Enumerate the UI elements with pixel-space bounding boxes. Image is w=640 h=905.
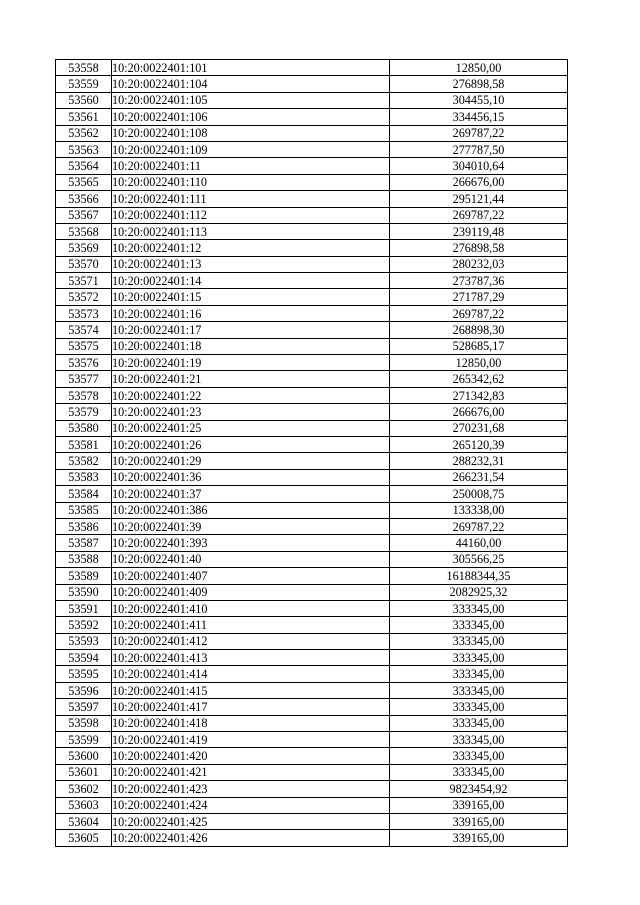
- cadastral-number-cell: 10:20:0022401:14: [112, 273, 390, 289]
- table-row: [56, 76, 568, 92]
- table-row: [56, 781, 568, 797]
- row-number-cell: 53593: [56, 633, 112, 649]
- row-number-cell: 53578: [56, 387, 112, 403]
- cadastral-value-cell: 239119,48: [390, 223, 568, 239]
- cadastral-value-cell: 12850,00: [390, 355, 568, 371]
- cadastral-value-cell: 2082925,32: [390, 584, 568, 600]
- cadastral-value-cell: 269787,22: [390, 125, 568, 141]
- row-number-cell: 53599: [56, 732, 112, 748]
- cadastral-value-cell: 295121,44: [390, 191, 568, 207]
- row-number-cell: 53575: [56, 338, 112, 354]
- cadastral-number-cell: 10:20:0022401:101: [112, 60, 390, 76]
- row-number-cell: 53600: [56, 748, 112, 764]
- cadastral-value-cell: 266231,54: [390, 469, 568, 485]
- row-number-cell: 53576: [56, 355, 112, 371]
- cadastral-value-cell: 273787,36: [390, 273, 568, 289]
- row-number-cell: 53598: [56, 715, 112, 731]
- cadastral-number-cell: 10:20:0022401:412: [112, 633, 390, 649]
- cadastral-value-cell: 339165,00: [390, 830, 568, 846]
- cadastral-value-cell: 333345,00: [390, 682, 568, 698]
- cadastral-value-cell: 266676,00: [390, 174, 568, 190]
- cadastral-value-cell: 12850,00: [390, 60, 568, 76]
- row-number-cell: 53568: [56, 223, 112, 239]
- cadastral-number-cell: 10:20:0022401:106: [112, 109, 390, 125]
- table-row: [56, 699, 568, 715]
- row-number-cell: 53562: [56, 125, 112, 141]
- cadastral-number-cell: 10:20:0022401:25: [112, 420, 390, 436]
- cadastral-value-cell: 133338,00: [390, 502, 568, 518]
- row-number-cell: 53567: [56, 207, 112, 223]
- cadastral-value-cell: 339165,00: [390, 797, 568, 813]
- row-number-cell: 53569: [56, 240, 112, 256]
- cadastral-number-cell: 10:20:0022401:108: [112, 125, 390, 141]
- cadastral-value-cell: 333345,00: [390, 764, 568, 780]
- cadastral-value-cell: 269787,22: [390, 518, 568, 534]
- cadastral-value-cell: 305566,25: [390, 551, 568, 567]
- cadastral-number-cell: 10:20:0022401:418: [112, 715, 390, 731]
- row-number-cell: 53595: [56, 666, 112, 682]
- row-number-cell: 53601: [56, 764, 112, 780]
- table-row: [56, 158, 568, 174]
- row-number-cell: 53583: [56, 469, 112, 485]
- table-row: [56, 240, 568, 256]
- cadastral-number-cell: 10:20:0022401:29: [112, 453, 390, 469]
- cadastral-value-cell: 269787,22: [390, 207, 568, 223]
- cadastral-number-cell: 10:20:0022401:105: [112, 92, 390, 108]
- cadastral-value-cell: 266676,00: [390, 404, 568, 420]
- table-row: [56, 273, 568, 289]
- table-row: [56, 191, 568, 207]
- table-row: [56, 535, 568, 551]
- cadastral-value-table: [55, 59, 568, 847]
- table-row: [56, 715, 568, 731]
- cadastral-number-cell: 10:20:0022401:113: [112, 223, 390, 239]
- row-number-cell: 53571: [56, 273, 112, 289]
- row-number-cell: 53590: [56, 584, 112, 600]
- cadastral-value-cell: 333345,00: [390, 650, 568, 666]
- table-row: [56, 633, 568, 649]
- row-number-cell: 53589: [56, 568, 112, 584]
- cadastral-number-cell: 10:20:0022401:40: [112, 551, 390, 567]
- table-row: [56, 830, 568, 846]
- table-row: [56, 338, 568, 354]
- table-row: [56, 600, 568, 616]
- row-number-cell: 53603: [56, 797, 112, 813]
- cadastral-number-cell: 10:20:0022401:413: [112, 650, 390, 666]
- row-number-cell: 53563: [56, 141, 112, 157]
- row-number-cell: 53577: [56, 371, 112, 387]
- cadastral-value-cell: 271787,29: [390, 289, 568, 305]
- cadastral-number-cell: 10:20:0022401:36: [112, 469, 390, 485]
- table-row: [56, 289, 568, 305]
- table-row: [56, 617, 568, 633]
- cadastral-value-cell: 16188344,35: [390, 568, 568, 584]
- table-row: [56, 666, 568, 682]
- cadastral-number-cell: 10:20:0022401:13: [112, 256, 390, 272]
- cadastral-number-cell: 10:20:0022401:104: [112, 76, 390, 92]
- cadastral-number-cell: 10:20:0022401:420: [112, 748, 390, 764]
- cadastral-value-cell: 333345,00: [390, 699, 568, 715]
- row-number-cell: 53592: [56, 617, 112, 633]
- cadastral-number-cell: 10:20:0022401:419: [112, 732, 390, 748]
- table-body: [56, 60, 568, 847]
- cadastral-number-cell: 10:20:0022401:407: [112, 568, 390, 584]
- cadastral-number-cell: 10:20:0022401:421: [112, 764, 390, 780]
- row-number-cell: 53570: [56, 256, 112, 272]
- table-row: [56, 551, 568, 567]
- row-number-cell: 53602: [56, 781, 112, 797]
- cadastral-value-cell: 333345,00: [390, 633, 568, 649]
- cadastral-value-cell: 250008,75: [390, 486, 568, 502]
- cadastral-number-cell: 10:20:0022401:37: [112, 486, 390, 502]
- cadastral-value-cell: 339165,00: [390, 813, 568, 829]
- cadastral-number-cell: 10:20:0022401:15: [112, 289, 390, 305]
- row-number-cell: 53560: [56, 92, 112, 108]
- row-number-cell: 53572: [56, 289, 112, 305]
- cadastral-number-cell: 10:20:0022401:411: [112, 617, 390, 633]
- cadastral-number-cell: 10:20:0022401:23: [112, 404, 390, 420]
- cadastral-number-cell: 10:20:0022401:39: [112, 518, 390, 534]
- cadastral-value-cell: 334456,15: [390, 109, 568, 125]
- cadastral-value-cell: 333345,00: [390, 732, 568, 748]
- cadastral-value-cell: 269787,22: [390, 305, 568, 321]
- cadastral-number-cell: 10:20:0022401:386: [112, 502, 390, 518]
- cadastral-value-cell: 333345,00: [390, 666, 568, 682]
- cadastral-number-cell: 10:20:0022401:11: [112, 158, 390, 174]
- cadastral-number-cell: 10:20:0022401:409: [112, 584, 390, 600]
- cadastral-number-cell: 10:20:0022401:415: [112, 682, 390, 698]
- row-number-cell: 53559: [56, 76, 112, 92]
- cadastral-number-cell: 10:20:0022401:112: [112, 207, 390, 223]
- row-number-cell: 53594: [56, 650, 112, 666]
- cadastral-value-cell: 276898,58: [390, 76, 568, 92]
- row-number-cell: 53573: [56, 305, 112, 321]
- cadastral-value-cell: 268898,30: [390, 322, 568, 338]
- table-row: [56, 584, 568, 600]
- table-row: [56, 469, 568, 485]
- table-row: [56, 518, 568, 534]
- cadastral-value-cell: 265120,39: [390, 436, 568, 452]
- row-number-cell: 53574: [56, 322, 112, 338]
- cadastral-number-cell: 10:20:0022401:424: [112, 797, 390, 813]
- table-row: [56, 207, 568, 223]
- cadastral-value-cell: 44160,00: [390, 535, 568, 551]
- row-number-cell: 53582: [56, 453, 112, 469]
- row-number-cell: 53564: [56, 158, 112, 174]
- cadastral-value-cell: 528685,17: [390, 338, 568, 354]
- table-row: [56, 420, 568, 436]
- table-row: [56, 60, 568, 76]
- cadastral-value-cell: 304455,10: [390, 92, 568, 108]
- row-number-cell: 53584: [56, 486, 112, 502]
- table-row: [56, 568, 568, 584]
- row-number-cell: 53581: [56, 436, 112, 452]
- cadastral-value-cell: 270231,68: [390, 420, 568, 436]
- table-row: [56, 371, 568, 387]
- row-number-cell: 53591: [56, 600, 112, 616]
- table-row: [56, 797, 568, 813]
- table-row: [56, 174, 568, 190]
- cadastral-value-cell: 333345,00: [390, 617, 568, 633]
- cadastral-value-cell: 277787,50: [390, 141, 568, 157]
- row-number-cell: 53565: [56, 174, 112, 190]
- cadastral-number-cell: 10:20:0022401:17: [112, 322, 390, 338]
- cadastral-number-cell: 10:20:0022401:111: [112, 191, 390, 207]
- cadastral-number-cell: 10:20:0022401:21: [112, 371, 390, 387]
- row-number-cell: 53558: [56, 60, 112, 76]
- cadastral-value-cell: 9823454,92: [390, 781, 568, 797]
- cadastral-number-cell: 10:20:0022401:22: [112, 387, 390, 403]
- row-number-cell: 53587: [56, 535, 112, 551]
- table-row: [56, 682, 568, 698]
- cadastral-value-cell: 333345,00: [390, 715, 568, 731]
- table-row: [56, 387, 568, 403]
- cadastral-value-cell: 276898,58: [390, 240, 568, 256]
- cadastral-number-cell: 10:20:0022401:414: [112, 666, 390, 682]
- cadastral-number-cell: 10:20:0022401:110: [112, 174, 390, 190]
- table-row: [56, 813, 568, 829]
- row-number-cell: 53596: [56, 682, 112, 698]
- table-row: [56, 764, 568, 780]
- table-row: [56, 502, 568, 518]
- cadastral-value-cell: 271342,83: [390, 387, 568, 403]
- table-row: [56, 453, 568, 469]
- row-number-cell: 53605: [56, 830, 112, 846]
- cadastral-number-cell: 10:20:0022401:423: [112, 781, 390, 797]
- cadastral-value-cell: 265342,62: [390, 371, 568, 387]
- row-number-cell: 53561: [56, 109, 112, 125]
- cadastral-number-cell: 10:20:0022401:410: [112, 600, 390, 616]
- cadastral-number-cell: 10:20:0022401:26: [112, 436, 390, 452]
- cadastral-number-cell: 10:20:0022401:425: [112, 813, 390, 829]
- cadastral-value-cell: 333345,00: [390, 600, 568, 616]
- table-row: [56, 486, 568, 502]
- cadastral-value-cell: 333345,00: [390, 748, 568, 764]
- cadastral-number-cell: 10:20:0022401:16: [112, 305, 390, 321]
- row-number-cell: 53604: [56, 813, 112, 829]
- cadastral-number-cell: 10:20:0022401:393: [112, 535, 390, 551]
- table-row: [56, 141, 568, 157]
- row-number-cell: 53579: [56, 404, 112, 420]
- table-row: [56, 436, 568, 452]
- table-row: [56, 355, 568, 371]
- table-row: [56, 223, 568, 239]
- table-row: [56, 305, 568, 321]
- table-row: [56, 732, 568, 748]
- cadastral-number-cell: 10:20:0022401:109: [112, 141, 390, 157]
- cadastral-number-cell: 10:20:0022401:12: [112, 240, 390, 256]
- table-row: [56, 109, 568, 125]
- row-number-cell: 53566: [56, 191, 112, 207]
- row-number-cell: 53580: [56, 420, 112, 436]
- row-number-cell: 53586: [56, 518, 112, 534]
- row-number-cell: 53597: [56, 699, 112, 715]
- cadastral-value-cell: 280232,03: [390, 256, 568, 272]
- row-number-cell: 53585: [56, 502, 112, 518]
- table-row: [56, 650, 568, 666]
- cadastral-number-cell: 10:20:0022401:417: [112, 699, 390, 715]
- table-row: [56, 125, 568, 141]
- cadastral-value-cell: 288232,31: [390, 453, 568, 469]
- table-row: [56, 322, 568, 338]
- table-row: [56, 92, 568, 108]
- cadastral-number-cell: 10:20:0022401:426: [112, 830, 390, 846]
- cadastral-number-cell: 10:20:0022401:18: [112, 338, 390, 354]
- cadastral-value-cell: 304010,64: [390, 158, 568, 174]
- table-row: [56, 256, 568, 272]
- table-row: [56, 404, 568, 420]
- cadastral-number-cell: 10:20:0022401:19: [112, 355, 390, 371]
- row-number-cell: 53588: [56, 551, 112, 567]
- table-row: [56, 748, 568, 764]
